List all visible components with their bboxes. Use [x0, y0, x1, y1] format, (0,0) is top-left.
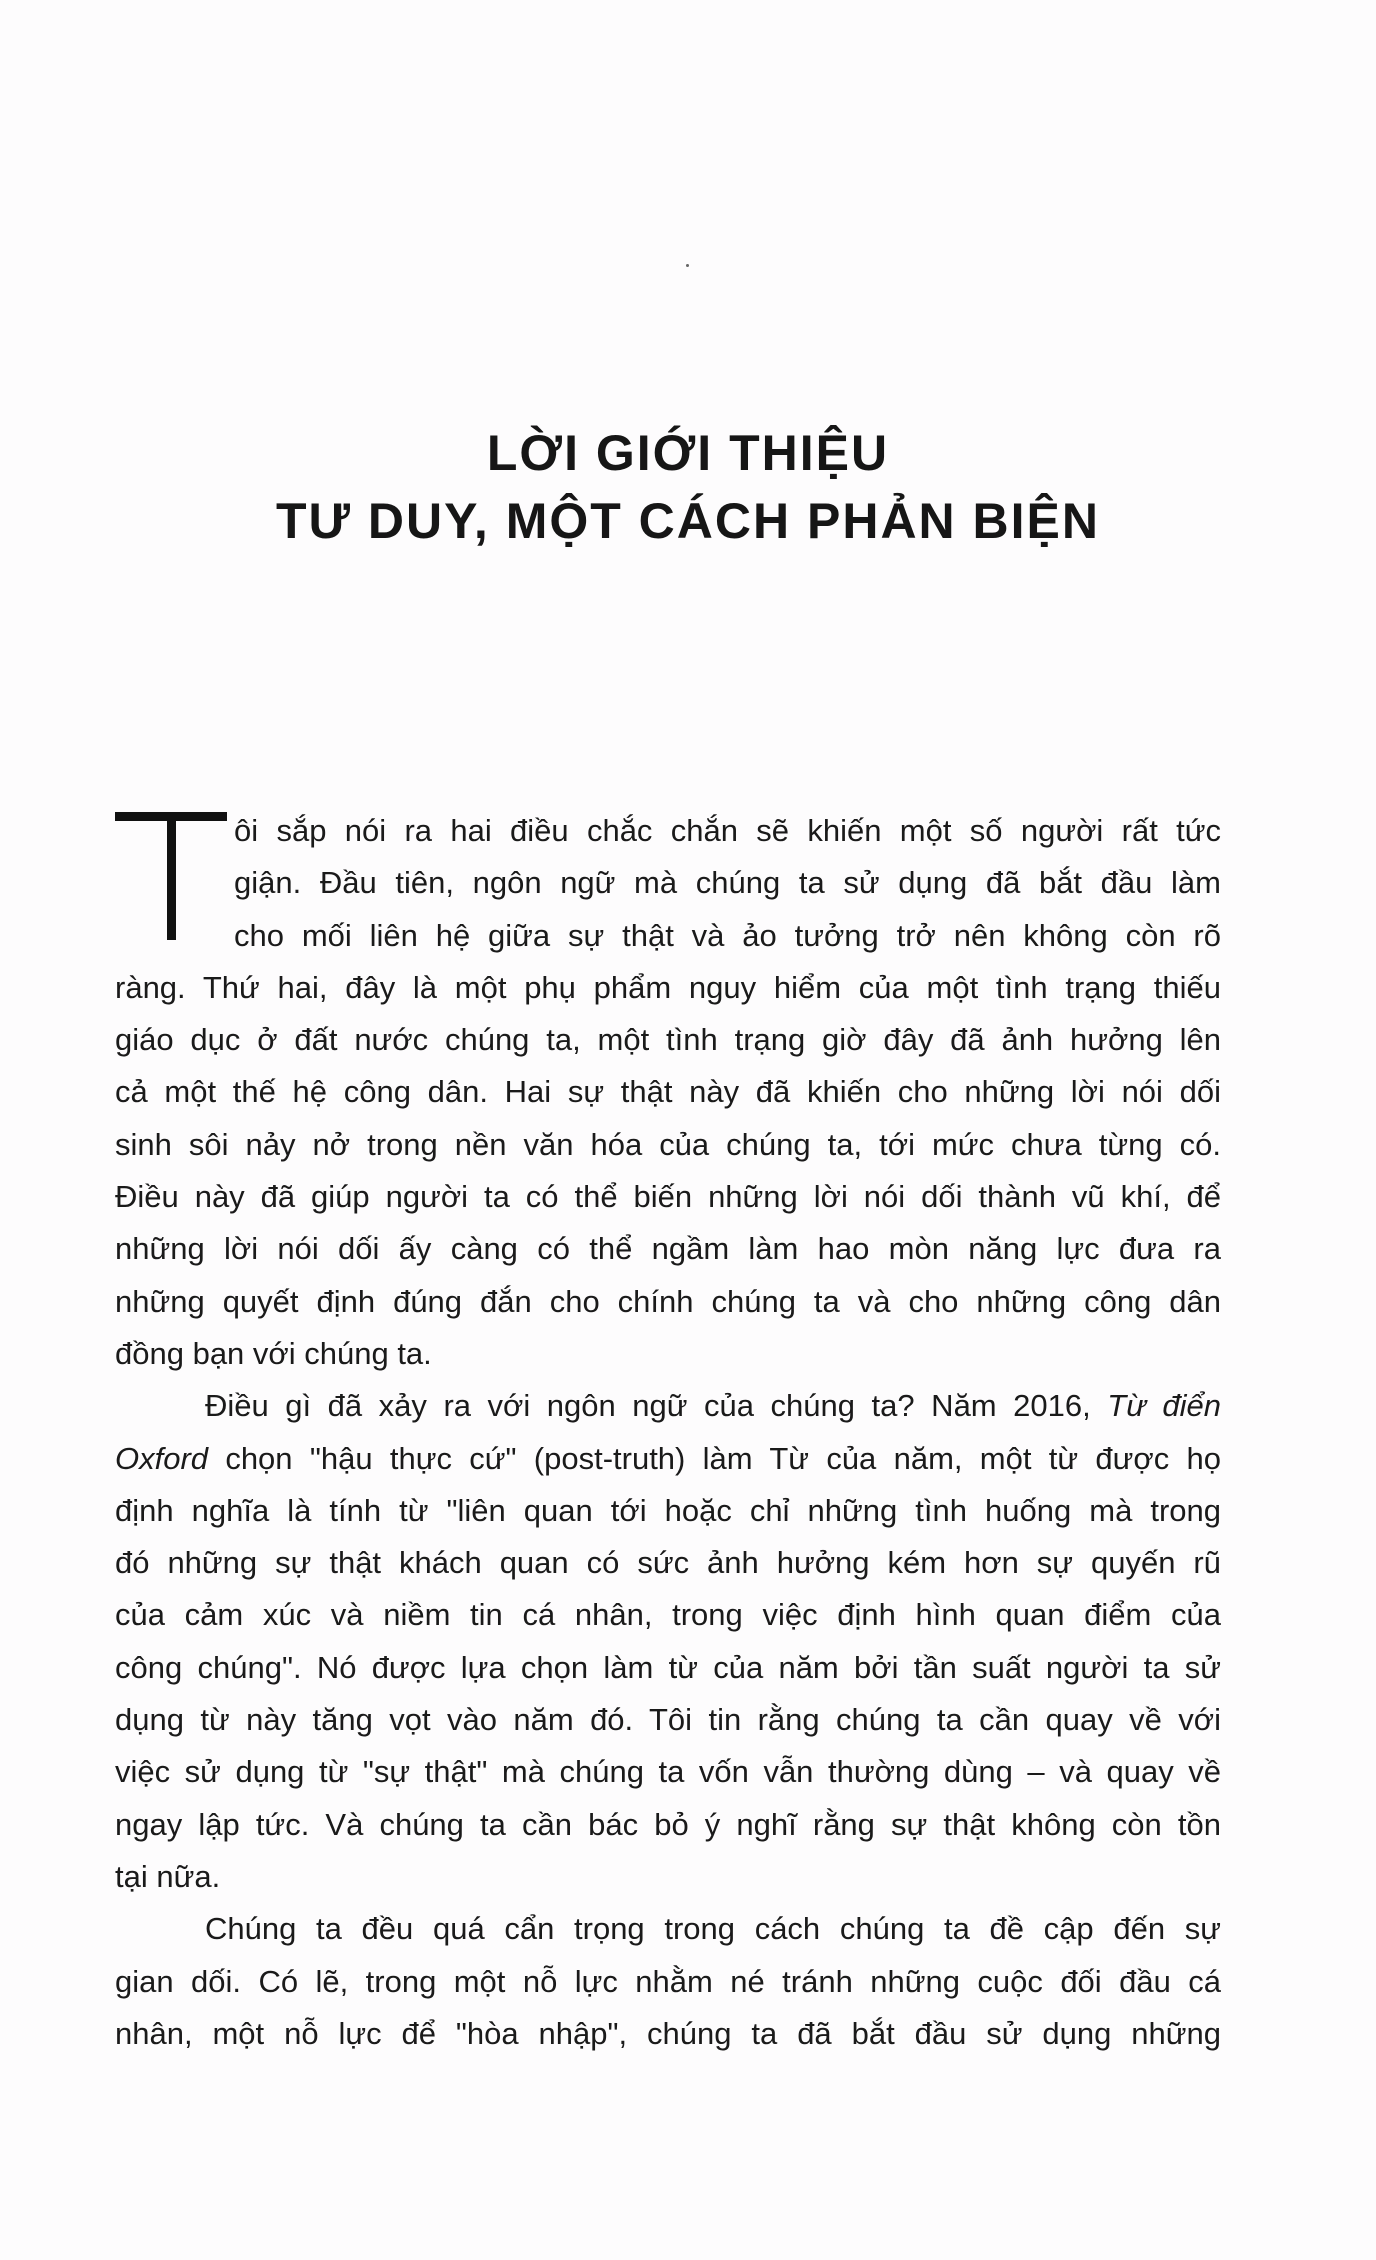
italic-title: Oxford — [115, 1440, 209, 1476]
text-line: sinh sôi nảy nở trong nền văn hóa của chúng ta, tới mức chưa từng có. — [115, 1126, 1221, 1162]
text-line — [115, 1380, 1221, 1432]
print-speck — [686, 264, 689, 267]
italic-title: Từ điển — [1107, 1388, 1221, 1424]
text-line: giáo dục ở đất nước chúng ta, một tình trạng giờ đây đã ảnh hưởng lên — [115, 1022, 1221, 1058]
text-run: chọn "hậu thực cứ" (post-truth) làm Từ của năm, một từ được họ — [208, 1440, 1221, 1476]
text-line: cho mối liên hệ giữa sự thật và ảo tưởng trở nên không còn rõ — [234, 917, 1221, 953]
text-line: những lời nói dối ấy càng có thể ngầm làm hao mòn năng lực đưa ra — [115, 1231, 1221, 1267]
text-line: Chúng ta đều quá cẩn trọng trong cách chúng ta đề cập đến sự — [205, 1911, 1221, 1947]
text-line: ràng. Thứ hai, đây là một phụ phẩm nguy hiểm của một tình trạng thiếu — [115, 969, 1221, 1005]
text-line: đồng bạn với chúng ta. — [115, 1335, 432, 1371]
text-line: Điều này đã giúp người ta có thể biến những lời nói dối thành vũ khí, để — [115, 1179, 1221, 1215]
text-line: tại nữa. — [115, 1858, 221, 1894]
text-line: ngay lập tức. Và chúng ta cần bác bỏ ý nghĩ rằng sự thật không còn tồn — [115, 1806, 1221, 1842]
text-line: những quyết định đúng đắn cho chính chúng ta và cho những công dân — [115, 1283, 1221, 1319]
chapter-subtitle: TƯ DUY, MỘT CÁCH PHẢN BIỆN — [275, 493, 1101, 549]
text-line: của cảm xúc và niềm tin cá nhân, trong việc định hình quan điểm của — [115, 1597, 1221, 1633]
text-line: việc sử dụng từ "sự thật" mà chúng ta vốn vẫn thường dùng – và quay về — [115, 1754, 1221, 1790]
text-line — [115, 1433, 1221, 1485]
text-line: dụng từ này tăng vọt vào năm đó. Tôi tin rằng chúng ta cần quay về với — [115, 1702, 1221, 1738]
text-line: đó những sự thật khách quan có sức ảnh hưởng kém hơn sự quyến rũ — [115, 1545, 1221, 1581]
text-line: ôi sắp nói ra hai điều chắc chắn sẽ khiến một số người rất tức — [234, 813, 1221, 848]
chapter-title: LỜI GIỚI THIỆU — [486, 425, 890, 481]
text-line: giận. Đầu tiên, ngôn ngữ mà chúng ta sử dụng đã bắt đầu làm — [234, 865, 1221, 901]
text-run: Điều gì đã xảy ra với ngôn ngữ của chúng ta? Năm 2016, — [205, 1388, 1108, 1424]
text-line: nhân, một nỗ lực để "hòa nhập", chúng ta đã bắt đầu sử dụng những — [115, 2015, 1221, 2051]
text-line: công chúng". Nó được lựa chọn làm từ của năm bởi tần suất người ta sử — [115, 1649, 1221, 1685]
text-line: cả một thế hệ công dân. Hai sự thật này đã khiến cho những lời nói dối — [115, 1074, 1221, 1110]
text-line: định nghĩa là tính từ "liên quan tới hoặc chỉ những tình huống mà trong — [115, 1492, 1221, 1528]
text-line: gian dối. Có lẽ, trong một nỗ lực nhằm né tránh những cuộc đối đầu cá — [115, 1963, 1221, 1999]
body-text — [115, 805, 1221, 2060]
